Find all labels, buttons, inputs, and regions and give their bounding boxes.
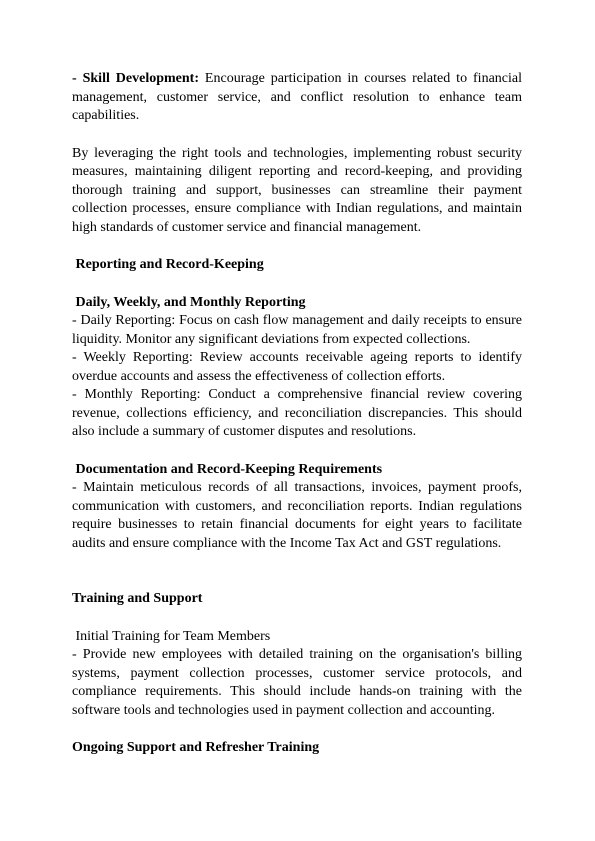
skill-development-lead: - Skill Development:: [72, 71, 199, 86]
daily-reporting-item: - Daily Reporting: Focus on cash flow management and daily receipts to ensure liquidity. Monitor any significant deviations from expected collections.: [72, 313, 522, 347]
summary-paragraph: By leveraging the right tools and technologies, implementing robust security measures, maintaining diligent reporting and record-keeping, and providing thorough training and support, businesses can streamline their payment collection processes, ensure compliance with Indian regulations, and maintain high standards of customer service and financial management.: [72, 145, 522, 235]
documentation-heading: Documentation and Record-Keeping Requirements: [72, 461, 383, 477]
skill-development-paragraph: [72, 70, 522, 126]
documentation-text: - Maintain meticulous records of all transactions, invoices, payment proofs, communication with customers, and reconciliation reports. Indian regulations require businesses to retain financial documents for eight years to facilitate audits and ensure compliance with the Income Tax Act and GST regulations.: [72, 480, 522, 551]
initial-training-heading: Initial Training for Team Members: [72, 628, 271, 644]
ongoing-support-heading: Ongoing Support and Refresher Training: [72, 740, 320, 755]
document-page: [72, 70, 522, 758]
initial-training-text: - Provide new employees with detailed training on the organisation's billing systems, payment collection processes, customer service protocols, and compliance requirements. This should include hands-on training with the software tools and technologies used in payment collection and accounting.: [72, 647, 522, 718]
training-heading: Training and Support: [72, 591, 203, 606]
reporting-heading: Reporting and Record-Keeping: [72, 257, 264, 272]
monthly-reporting-item: - Monthly Reporting: Conduct a comprehensive financial review covering revenue, collections efficiency, and reconciliation discrepancies. This should also include a summary of customer disputes and resolutions.: [72, 387, 522, 439]
reporting-frequency-heading: Daily, Weekly, and Monthly Reporting: [72, 294, 306, 310]
skill-development-text: Encourage participation in courses related to financial management, customer service, and conflict resolution to enhance team capabilities.: [72, 71, 522, 123]
weekly-reporting-item: - Weekly Reporting: Review accounts receivable ageing reports to identify overdue accounts and assess the effectiveness of collection efforts.: [72, 350, 522, 384]
